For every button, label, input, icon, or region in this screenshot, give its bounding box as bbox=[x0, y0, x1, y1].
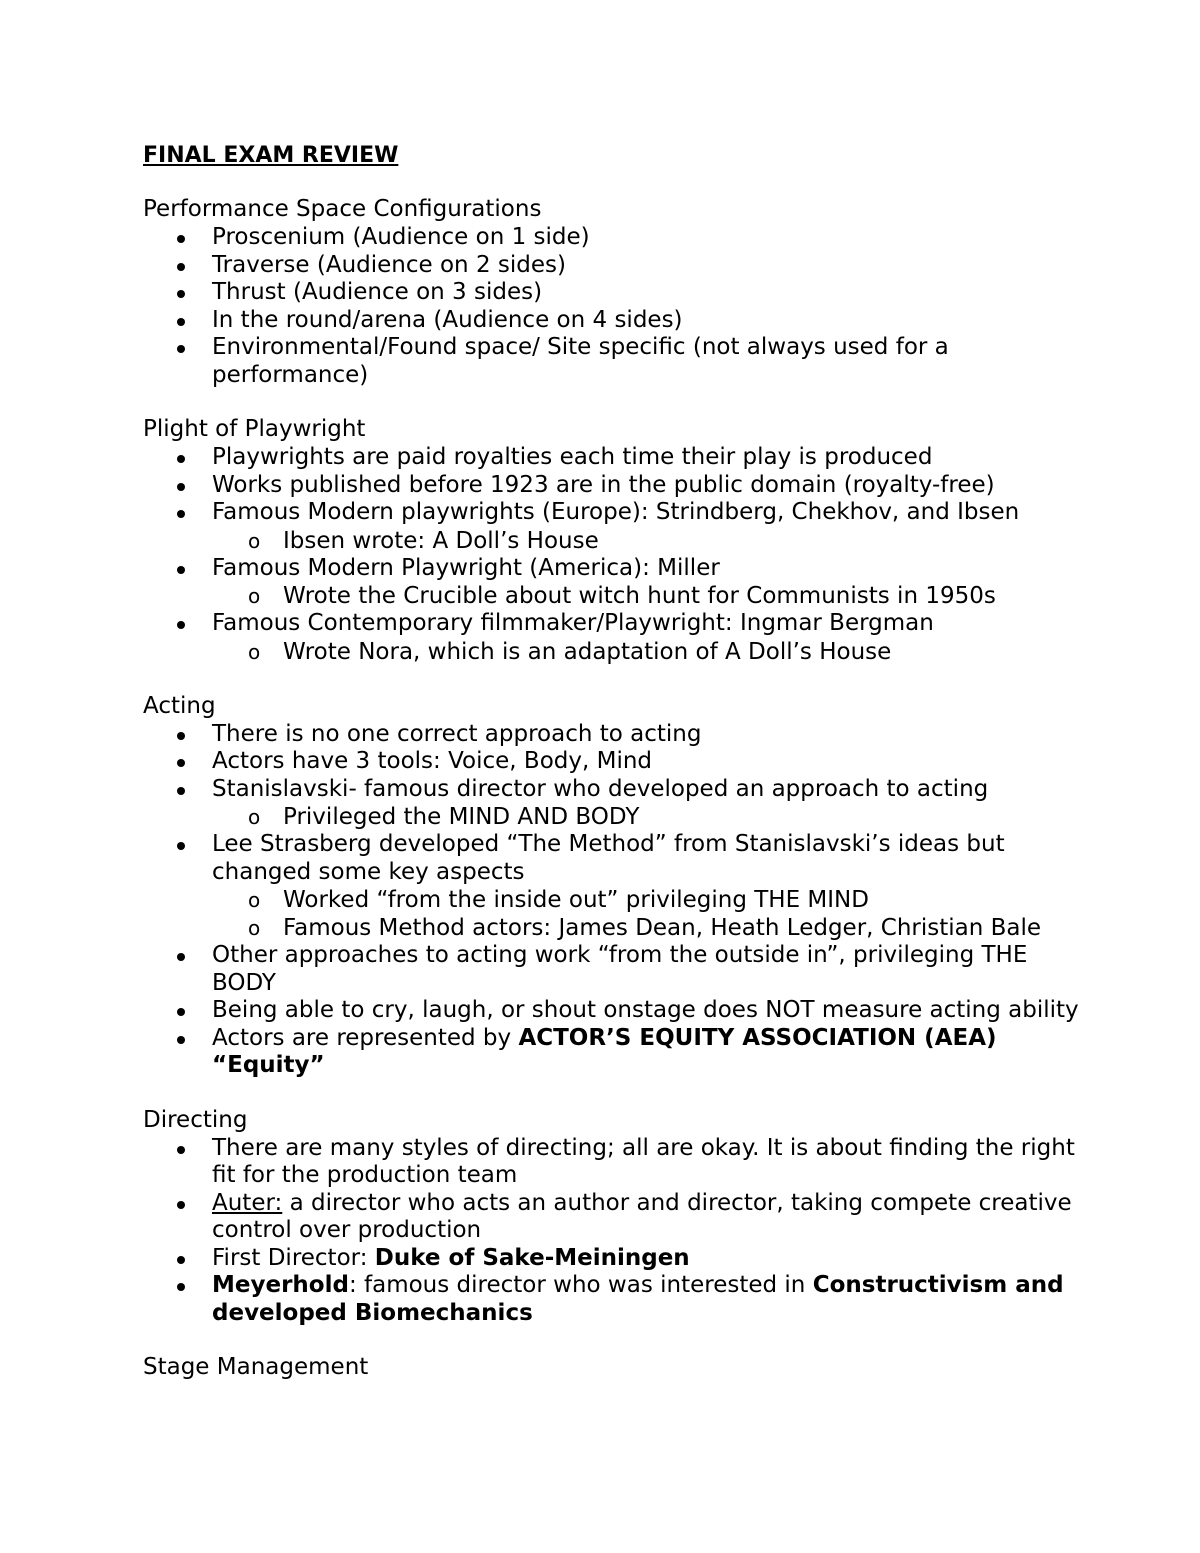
list-item: Other approaches to acting work “from the outside in”, privileging THE BODY bbox=[143, 942, 1083, 997]
list-item bbox=[143, 555, 1083, 611]
list-item: Proscenium (Audience on 1 side) bbox=[143, 224, 1083, 252]
list-item bbox=[143, 1025, 1083, 1080]
first-director-label: First Director: bbox=[212, 1244, 375, 1271]
sub-list-item: o Famous Method actors: James Dean, Heath Ledger, Christian Bale bbox=[212, 914, 1083, 942]
section-directing bbox=[143, 1106, 1083, 1328]
list-item: There are many styles of directing; all are okay. It is about finding the right fit for the production team bbox=[143, 1135, 1083, 1190]
sub-list-item: o Wrote Nora, which is an adaptation of A Doll’s House bbox=[212, 638, 1083, 666]
list-item bbox=[143, 1190, 1083, 1245]
document-content bbox=[143, 141, 1083, 1408]
sub-list bbox=[212, 803, 1083, 831]
section-heading: Acting bbox=[143, 692, 216, 719]
list-item bbox=[143, 776, 1083, 832]
section-playwright bbox=[143, 415, 1083, 666]
section-performance-space bbox=[143, 195, 1083, 389]
section-heading: Directing bbox=[143, 1106, 248, 1133]
section-stage-management bbox=[143, 1353, 1083, 1382]
bullet-list bbox=[143, 1135, 1083, 1328]
list-item bbox=[143, 1272, 1083, 1327]
equity-bold-text: ACTOR’S EQUITY ASSOCIATION (AEA) “Equity” bbox=[212, 1024, 997, 1078]
meyerhold-name: Meyerhold bbox=[212, 1272, 349, 1298]
list-item: Environmental/Found space/ Site specific (not always used for a performance) bbox=[143, 334, 1083, 389]
list-item: Being able to cry, laugh, or shout onstage does NOT measure acting ability bbox=[143, 997, 1083, 1025]
list-item: Playwrights are paid royalties each time their play is produced bbox=[143, 444, 1083, 472]
auter-definition: a director who acts an author and director, taking compete creative control over production bbox=[212, 1189, 1072, 1243]
sub-list bbox=[212, 582, 1083, 610]
list-item-text: Stanislavski- famous director who developed an approach to acting bbox=[212, 775, 989, 802]
bullet-list bbox=[143, 444, 1083, 666]
sub-list-item: o Privileged the MIND AND BODY bbox=[212, 803, 1083, 831]
list-item bbox=[143, 499, 1083, 555]
list-item-text: Famous Modern Playwright (America): Miller bbox=[212, 554, 720, 581]
list-item: Traverse (Audience on 2 sides) bbox=[143, 252, 1083, 280]
sub-list-item: o Ibsen wrote: A Doll’s House bbox=[212, 527, 1083, 555]
list-item: Works published before 1923 are in the public domain (royalty-free) bbox=[143, 472, 1083, 500]
section-heading: Plight of Playwright bbox=[143, 416, 366, 442]
page-title: FINAL EXAM REVIEW bbox=[143, 143, 399, 168]
list-item bbox=[143, 831, 1083, 942]
section-heading: Performance Space Configurations bbox=[143, 196, 542, 222]
section-acting bbox=[143, 692, 1083, 1080]
meyerhold-bold-text: Constructivism and developed Biomechanics bbox=[212, 1272, 1064, 1326]
bullet-list bbox=[143, 224, 1083, 389]
list-item: In the round/arena (Audience on 4 sides) bbox=[143, 307, 1083, 335]
first-director-name: Duke of Sake-Meiningen bbox=[374, 1244, 690, 1271]
auter-term: Auter: bbox=[212, 1189, 283, 1216]
sub-list-item: o Wrote the Crucible about witch hunt for Communists in 1950s bbox=[212, 582, 1083, 610]
list-item bbox=[143, 1245, 1083, 1273]
bullet-list bbox=[143, 721, 1083, 1080]
list-item-text: Famous Modern playwrights (Europe): Strindberg, Chekhov, and Ibsen bbox=[212, 499, 1020, 525]
list-item-text: Actors are represented by bbox=[212, 1024, 519, 1051]
list-item bbox=[143, 610, 1083, 666]
list-item: There is no one correct approach to acting bbox=[143, 721, 1083, 749]
list-item-text: Famous Contemporary filmmaker/Playwright: Ingmar Bergman bbox=[212, 610, 934, 636]
meyerhold-text: : famous director who was interested in bbox=[348, 1272, 813, 1298]
list-item: Thrust (Audience on 3 sides) bbox=[143, 279, 1083, 307]
sub-list bbox=[212, 527, 1083, 555]
sub-list bbox=[212, 886, 1083, 942]
list-item-text: Lee Strasberg developed “The Method” from Stanislavski’s ideas but changed some key aspects bbox=[212, 831, 1005, 885]
sub-list bbox=[212, 638, 1083, 666]
sub-list-item: o Worked “from the inside out” privileging THE MIND bbox=[212, 886, 1083, 914]
list-item: Actors have 3 tools: Voice, Body, Mind bbox=[143, 748, 1083, 776]
section-heading: Stage Management bbox=[143, 1354, 369, 1380]
